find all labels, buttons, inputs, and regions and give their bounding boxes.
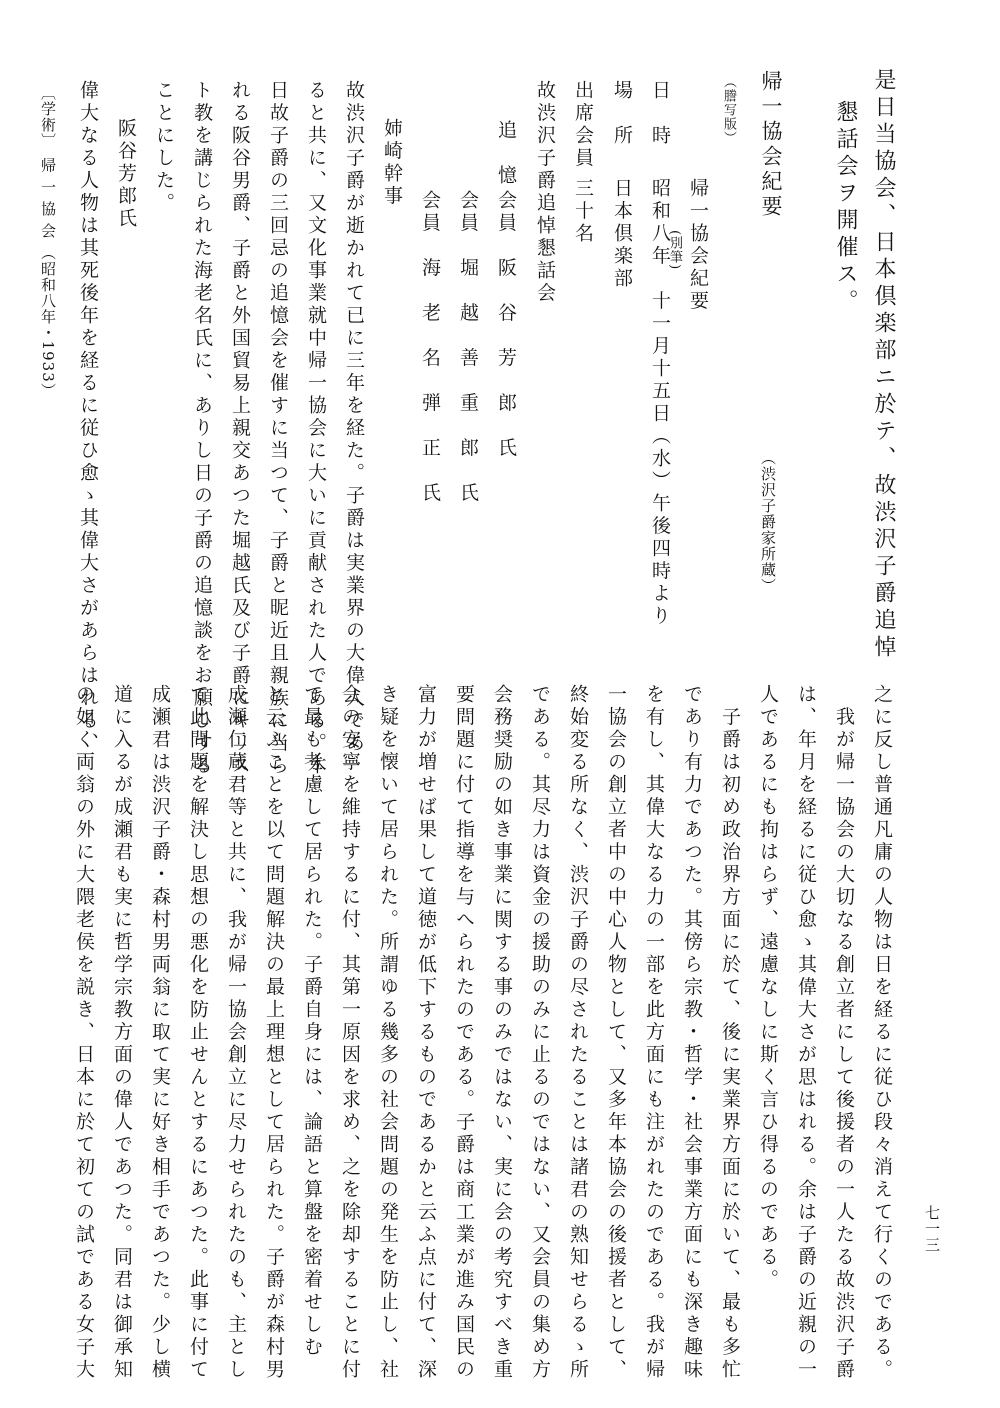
page-number: 七一三 bbox=[923, 1205, 941, 1253]
paragraph-line: 人であるにも拘はらず、遠慮なしに斯く言ひ得るのである。 bbox=[757, 684, 779, 1292]
paragraph-line: 要問題に付て指導を与へられたのである。子爵は商工業が進み国民の bbox=[453, 684, 475, 1382]
paragraph-line: 我が帰一協会の大切なる創立者にして後援者の一人たる故渋沢子爵 bbox=[833, 684, 855, 1382]
document-title-note: (別筆) bbox=[667, 230, 682, 271]
paragraph-line: ことにした。 bbox=[153, 80, 175, 215]
intro-line-2: 懇話会ヲ開催ス。 bbox=[833, 100, 858, 316]
source-note: （渋沢子爵家所蔵） bbox=[759, 450, 777, 594]
paragraph-line: 富力が増せば果して道徳が低下するものであるかと云ふ点に付て、深 bbox=[415, 684, 437, 1382]
paragraph-line: 成瀬君は渋沢子爵・森村男両翁に取て実に好き相手であつた。少し横 bbox=[149, 684, 171, 1382]
meeting-name: 故渋沢子爵追悼懇話会 bbox=[534, 80, 556, 305]
paragraph-line: 故渋沢子爵が逝かれて已に三年を経た。子爵は実業界の大偉人であ bbox=[343, 80, 365, 755]
paragraph-line: 会務奨励の如き事業に関する事のみではない、実に会の考究すべき重 bbox=[491, 684, 513, 1382]
paragraph-line: と云ふことを以て問題解決の最上理想として居られた。子爵が森村男 bbox=[263, 684, 285, 1382]
paragraph-line: 会の安寧を維持するに付、其第一原因を求め、之を除却することに付 bbox=[339, 684, 361, 1382]
speaker-entry: 会員 阪 谷 芳 郎 氏 bbox=[495, 190, 517, 460]
paragraph-line: は、年月を経るに従ひ愈ゝ其偉大さが思はれる。余は子爵の近親の一 bbox=[795, 684, 817, 1382]
date-label: 日 時 bbox=[649, 80, 671, 148]
paragraph-line: である。其尽力は資金の援助のみに止るのではない、又会員の集め方 bbox=[529, 684, 551, 1382]
section-title: 帰一協会紀要 bbox=[759, 70, 783, 220]
secretary-heading: 姉崎幹事 bbox=[381, 118, 403, 208]
paragraph-line: き疑を懐いて居られた。所謂ゆる幾多の社会問題の発生を防止し、社 bbox=[377, 684, 399, 1382]
speaker-entry: 会員 海 老 名 弾 正 氏 bbox=[419, 190, 441, 505]
paragraph-line: て最も考慮して居られた。子爵自身には、論語と算盤を密着せしむ bbox=[301, 684, 323, 1359]
paragraph-line: 子爵は初め政治界方面に於て、後に実業界方面に於いて、最も多忙 bbox=[719, 684, 741, 1382]
intro-line-1: 是日当協会、日本倶楽部ニ於テ、故渋沢子爵追悼 bbox=[871, 68, 896, 662]
remembrance-label: 追 憶 bbox=[495, 120, 517, 188]
date-value: 昭和八年 十一月十五日（水）午後四時より bbox=[649, 178, 671, 628]
paragraph-line: 道に入るが成瀬君も実に哲学宗教方面の偉人であつた。同君は御承知 bbox=[111, 684, 133, 1382]
paragraph-line: ト教を講じられた海老名氏に、ありし日の子爵の追憶談をお願ひする bbox=[191, 80, 213, 778]
paragraph-line: ると共に、又文化事業就中帰一協会に大いに貢献された人である。本 bbox=[305, 80, 327, 778]
place-label: 場 所 bbox=[611, 80, 633, 148]
paragraph-line: 偉大なる人物は其死後年を経るに従ひ愈ゝ其偉大さがあらはれる、 bbox=[77, 80, 99, 755]
attendance-label: 出席会員 bbox=[572, 80, 594, 170]
paragraph-line: 一協会の創立者中の中心人物として、又多年本協会の後援者として、 bbox=[605, 684, 627, 1382]
paragraph-line: を有し、其偉大なる力の一部を此方面にも注がれたのである。我が帰 bbox=[643, 684, 665, 1382]
print-note: （謄写版） bbox=[721, 75, 736, 145]
place-value: 日本倶楽部 bbox=[611, 178, 633, 291]
paragraph-line: 日故子爵の三回忌の追憶会を催すに当つて、子爵と昵近且親族に当ら bbox=[267, 80, 289, 778]
paragraph-line: 成瀬仁蔵君等と共に、我が帰一協会創立に尽力せられたのも、主とし bbox=[225, 684, 247, 1382]
paragraph-line: れる阪谷男爵、子爵と外国貿易上親交あつた堀越氏及び子爵にキリス bbox=[229, 80, 251, 778]
paragraph-line: 終始変る所なく、渋沢子爵の尽されたることは諸君の熟知せらるゝ所 bbox=[567, 684, 589, 1382]
speaker-heading: 阪谷芳郎氏 bbox=[115, 118, 137, 231]
attendance-value: 三十名 bbox=[572, 178, 594, 246]
paragraph-line: 之に反し普通凡庸の人物は日を経るに従ひ段々消えて行くのである。 bbox=[871, 684, 893, 1382]
speaker-entry: 会員 堀 越 善 重 郎 氏 bbox=[457, 190, 479, 505]
document-title: 帰一協会紀要 bbox=[687, 178, 709, 313]
paragraph-line: て此問題を解決し思想の悪化を防止せんとするにあつた。此事に付て bbox=[187, 684, 209, 1382]
footer-running-head: 〔学術〕 帰 一 協 会 （昭和八年・1933） bbox=[39, 85, 57, 399]
paragraph-line: の如く両翁の外に大隈老侯を説き、日本に於て初ての試である女子大 bbox=[73, 684, 95, 1382]
paragraph-line: であり有力であつた。其傍ら宗教・哲学・社会事業方面にも深き趣味 bbox=[681, 684, 703, 1382]
